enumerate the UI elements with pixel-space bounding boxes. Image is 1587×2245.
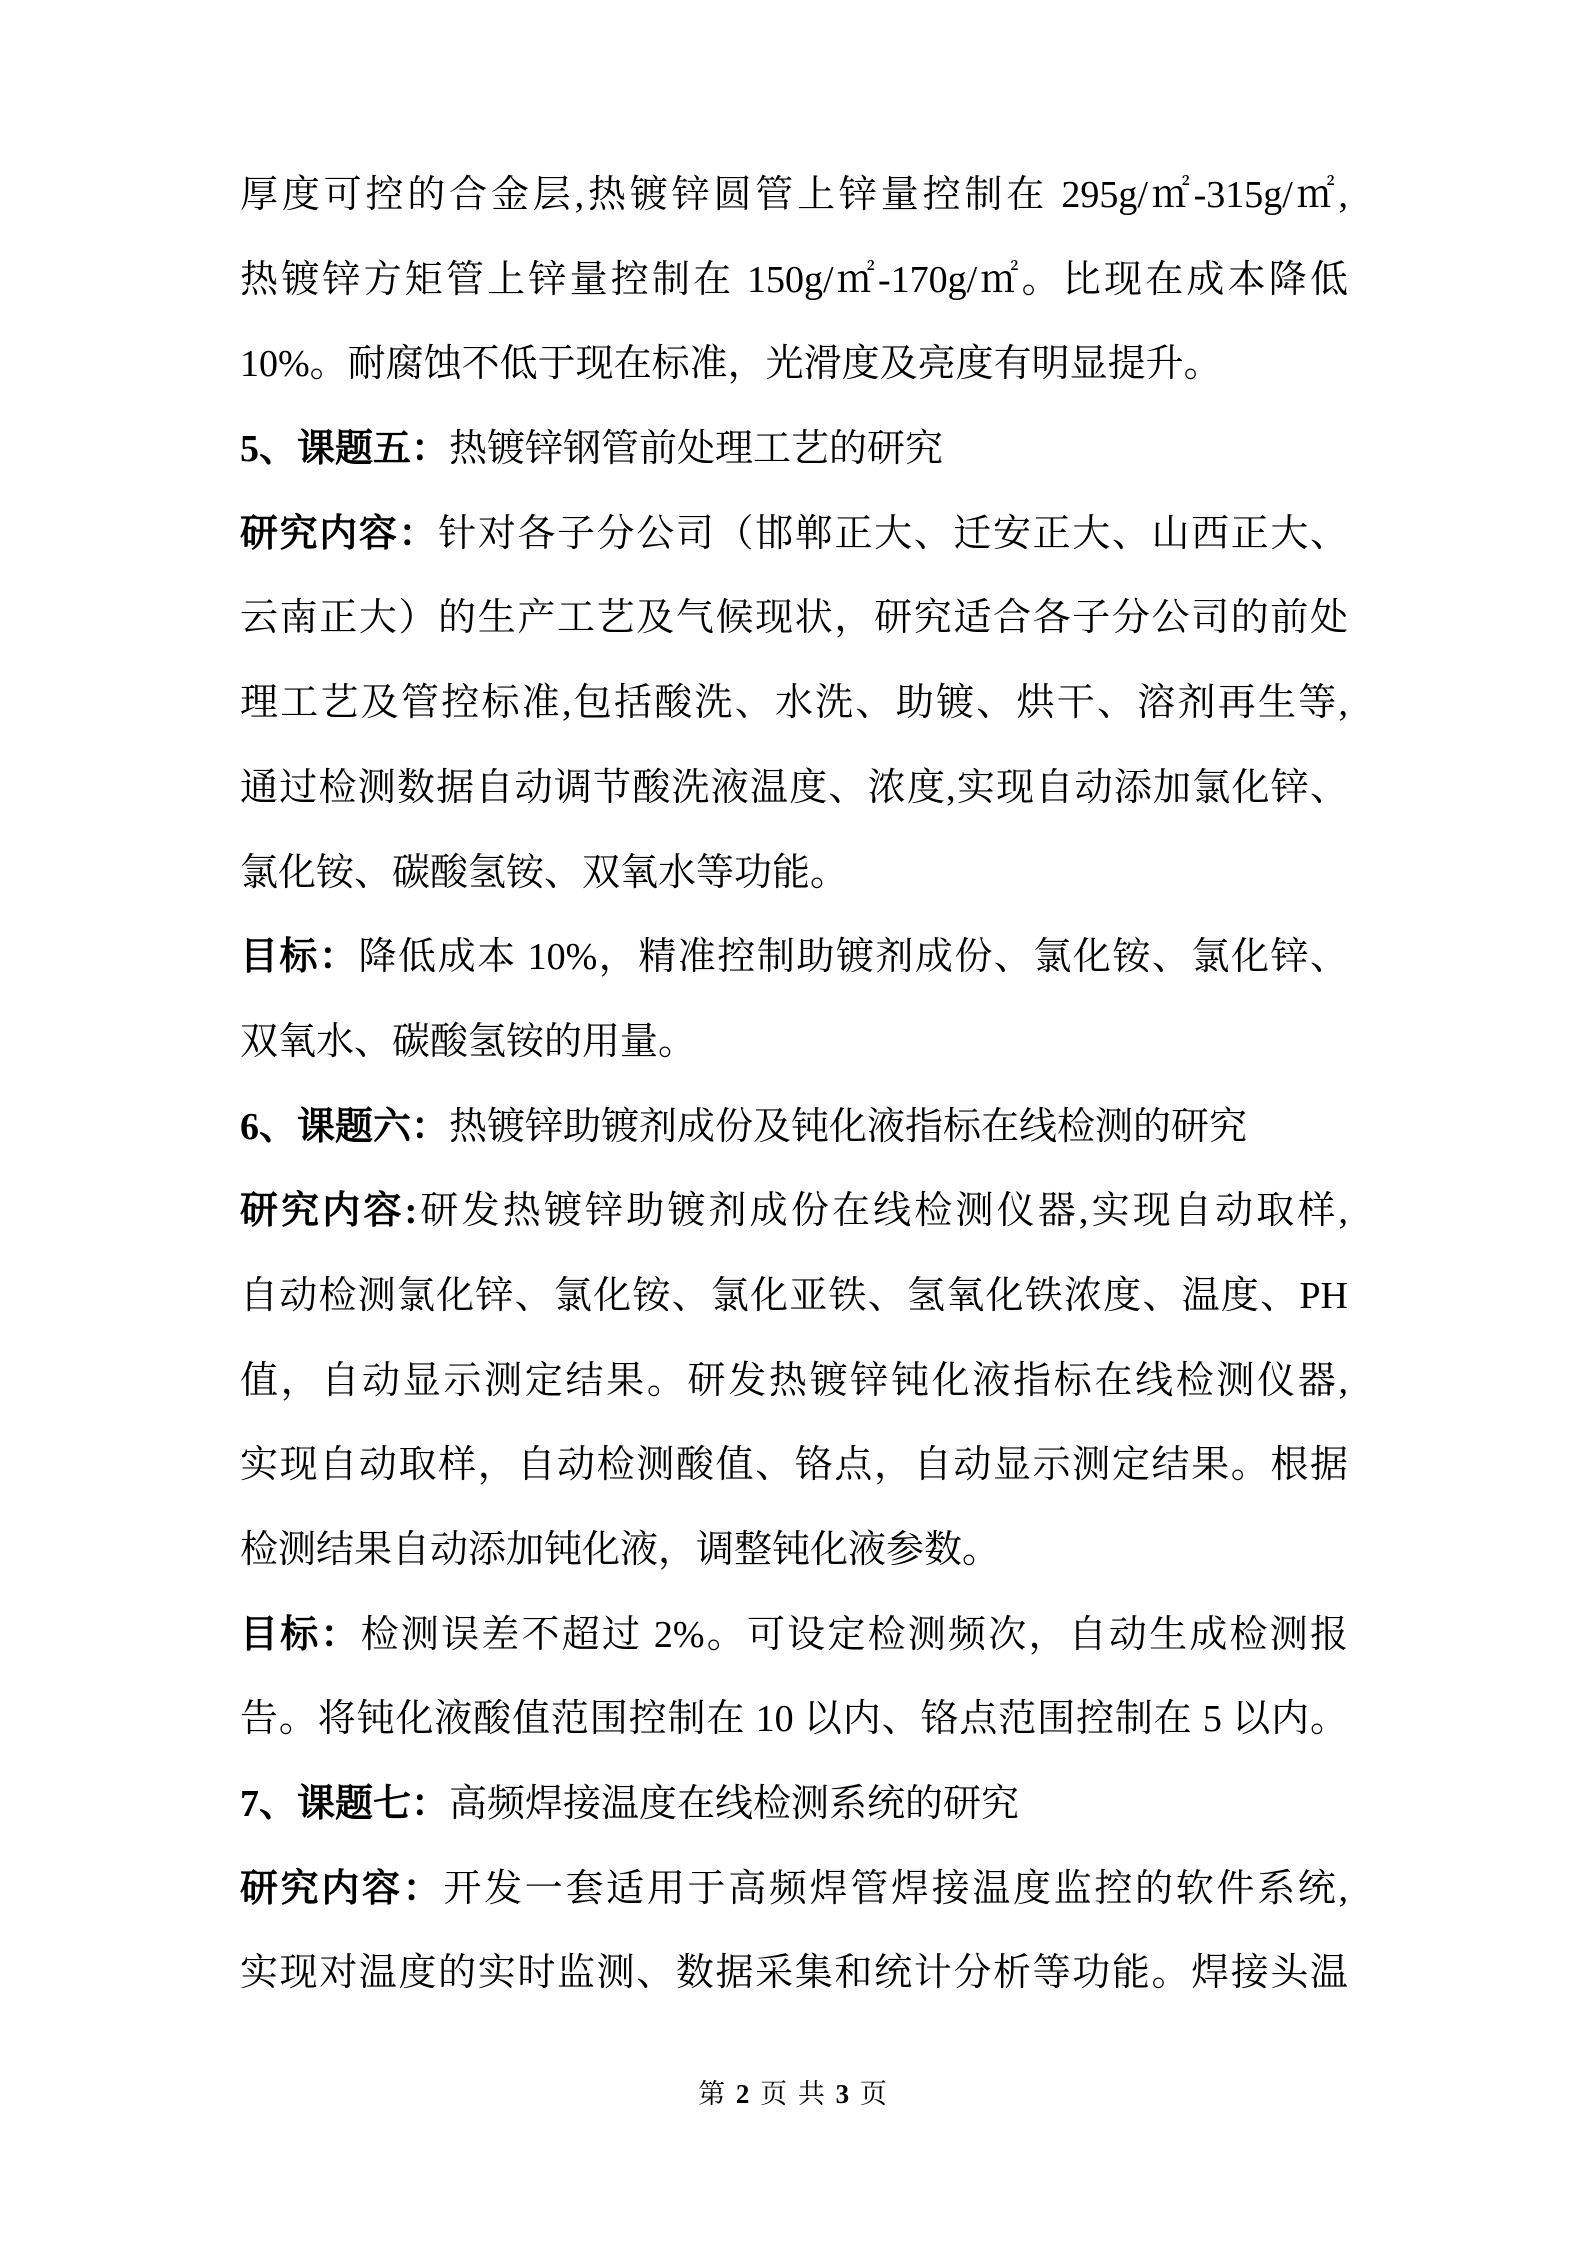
text-line (240, 1847, 1348, 1932)
text-segment: 检测结果自动添加钝化液，调整钝化液参数。 (240, 1529, 1001, 1571)
text-segment: 热镀锌方矩管上锌量控制在 150g/㎡-170g/㎡。比现在成本降低 (240, 258, 1348, 301)
text-line (240, 492, 1348, 577)
footer-text: 第 (698, 2079, 736, 2109)
text-line (240, 1423, 1348, 1508)
bold-label: 研究内容： (240, 1867, 444, 1910)
text-segment: 厚度可控的合金层,热镀锌圆管上锌量控制在 295g/㎡-315g/㎡, (240, 174, 1348, 216)
bold-label: 6、课题六： (240, 1105, 450, 1148)
text-segment: 热镀锌助镀剂成份及钝化液指标在线检测的研究 (449, 1105, 1248, 1148)
text-line (240, 576, 1348, 661)
text-segment: 告。将钝化液酸值范围控制在 10 以内、铬点范围控制在 5 以内。 (240, 1698, 1348, 1741)
text-line (240, 322, 1348, 407)
text-line (240, 238, 1348, 323)
page-number: 3 (835, 2079, 852, 2109)
text-line (240, 1169, 1348, 1254)
text-line (240, 915, 1348, 1000)
bold-label: 目标： (240, 936, 359, 979)
text-segment: 10%。耐腐蚀不低于现在标准，光滑度及亮度有明显提升。 (240, 343, 1222, 386)
bold-label: 目标： (240, 1613, 361, 1656)
text-line (240, 1508, 1348, 1593)
text-segment: 高频焊接温度在线检测系统的研究 (449, 1783, 1020, 1826)
text-line (240, 746, 1348, 831)
page-number: 2 (735, 2079, 752, 2109)
text-segment: 降低成本 10%，精准控制助镀剂成份、氯化铵、氯化锌、 (358, 936, 1348, 979)
footer-text: 页 共 (751, 2079, 836, 2109)
text-segment: 针对各子分公司（邯郸正大、迁安正大、山西正大、 (438, 512, 1348, 555)
text-line (240, 1000, 1348, 1085)
page-footer (0, 2072, 1587, 2116)
text-segment: 理工艺及管控标准,包括酸洗、水洗、助镀、烘干、溶剂再生等, (240, 682, 1348, 725)
text-line (240, 1593, 1348, 1678)
text-segment: 研发热镀锌助镀剂成份在线检测仪器,实现自动取样, (417, 1190, 1348, 1233)
text-line (240, 1254, 1348, 1339)
text-line (240, 1339, 1348, 1424)
text-line (240, 1085, 1348, 1170)
text-line (240, 1762, 1348, 1847)
bold-label: 研究内容： (240, 512, 439, 555)
text-segment: 云南正大）的生产工艺及气候现状，研究适合各子分公司的前处 (240, 597, 1348, 640)
text-segment: 检测误差不超过 2%。可设定检测频次，自动生成检测报 (360, 1613, 1348, 1656)
text-segment: 双氧水、碳酸氢铵的用量。 (240, 1020, 697, 1063)
text-segment: 热镀锌钢管前处理工艺的研究 (449, 428, 944, 471)
text-segment: 值，自动显示测定结果。研发热镀锌钝化液指标在线检测仪器, (240, 1359, 1348, 1402)
text-segment: 实现自动取样，自动检测酸值、铬点，自动显示测定结果。根据 (240, 1444, 1348, 1487)
text-line (240, 407, 1348, 492)
document-body (240, 153, 1348, 2016)
text-segment: 氯化铵、碳酸氢铵、双氧水等功能。 (240, 851, 849, 894)
footer-text: 页 (851, 2079, 889, 2109)
text-segment: 开发一套适用于高频焊管焊接温度监控的软件系统, (443, 1867, 1348, 1910)
text-line (240, 831, 1348, 916)
text-segment: 实现对温度的实时监测、数据采集和统计分析等功能。焊接头温 (240, 1952, 1348, 1995)
text-line (240, 1677, 1348, 1762)
text-line (240, 1931, 1348, 2016)
text-line (240, 661, 1348, 746)
text-segment: 自动检测氯化锌、氯化铵、氯化亚铁、氢氧化铁浓度、温度、PH (240, 1274, 1348, 1317)
bold-label: 研究内容: (240, 1190, 418, 1233)
bold-label: 7、课题七： (240, 1783, 450, 1826)
text-line (240, 153, 1348, 238)
text-segment: 通过检测数据自动调节酸洗液温度、浓度,实现自动添加氯化锌、 (240, 766, 1348, 809)
bold-label: 5、课题五： (240, 428, 450, 471)
